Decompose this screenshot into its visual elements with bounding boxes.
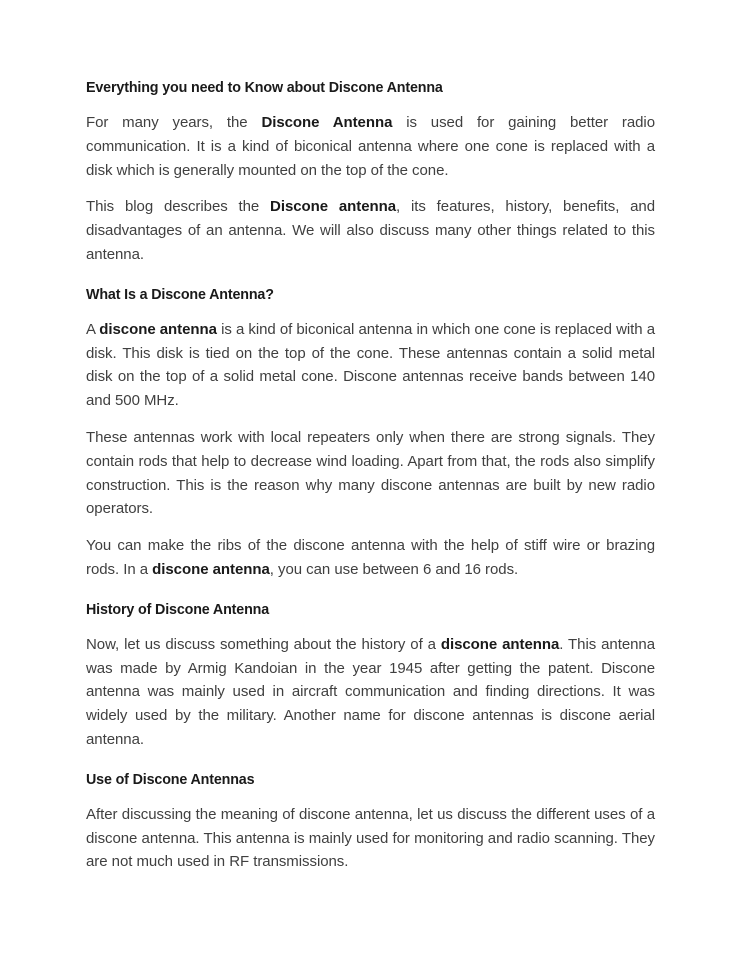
emphasis-text: Discone Antenna [261,114,393,131]
body-text: is a kind of biconical antenna in which one cone is replaced with a disk. This disk is tied on the top of the cone. These antennas contain a solid metal disk on the top of a solid metal cone. Discone antennas receive bands between 140 and 500 MHz. [86,320,655,410]
heading-history: History of Discone Antenna [86,601,270,618]
use-paragraph [86,803,655,874]
emphasis-text: Discone antenna [270,198,397,216]
body-text: is used for gaining better radio communication. It is a kind of biconical antenna where one cone is replaced with a disk which is generally mounted on the top of the cone. [86,114,655,179]
ribs-paragraph [86,534,655,582]
document-body [86,78,655,874]
block-spacer [86,790,655,803]
block-spacer [86,582,655,600]
heading-use: Use of Discone Antennas [86,771,255,788]
block-spacer [86,267,655,285]
body-text: , you can use between 6 and 16 rods. [269,560,519,578]
block-spacer [86,521,655,534]
body-text: Now, let us discuss something about the history of a [86,635,441,653]
body-text: For many years, the [86,114,262,131]
doc-title: Everything you need to Know about Discone Antenna [86,80,443,96]
intro-paragraph [86,111,655,182]
emphasis-text: discone antenna [152,560,270,578]
block-spacer [86,182,655,195]
block-spacer [86,752,655,770]
block-spacer [86,305,655,318]
body-text: These antennas work with local repeaters only when there are strong signals. They contain rods that help to decrease wind loading. Apart from that, the rods also simplify construction. This is the reason why many discone antennas are built by new radio operators. [86,428,655,518]
block-spacer [86,98,655,111]
blog-scope-paragraph [86,195,655,266]
body-text: , its features, history, benefits, and disadvantages of an antenna. We will also discuss many other things related to this antenna. [86,198,656,263]
heading-what-is: What Is a Discone Antenna? [86,286,274,303]
repeaters-paragraph [86,426,655,521]
emphasis-text: discone antenna [99,320,217,338]
block-spacer [86,413,655,426]
body-text: After discussing the meaning of discone antenna, let us discuss the different uses of a discone antenna. This antenna is mainly used for monitoring and radio scanning. They are not much used in RF transmissions. [86,805,655,871]
block-spacer [86,620,655,633]
body-text: You can make the ribs of the discone antenna with the help of stiff wire or brazing rods. In a [86,537,655,578]
body-text: . This antenna was made by Armig Kandoian in the year 1945 after getting the patent. Discone antenna was mainly used in aircraft communication and finding directions. It was widely used by the military. Another name for discone antennas is discone aerial antenna. [86,635,655,748]
history-paragraph [86,633,655,752]
body-text: This blog describes the [86,198,271,216]
definition-paragraph [86,318,655,413]
emphasis-text: discone antenna [440,635,560,653]
body-text: A [86,320,100,338]
